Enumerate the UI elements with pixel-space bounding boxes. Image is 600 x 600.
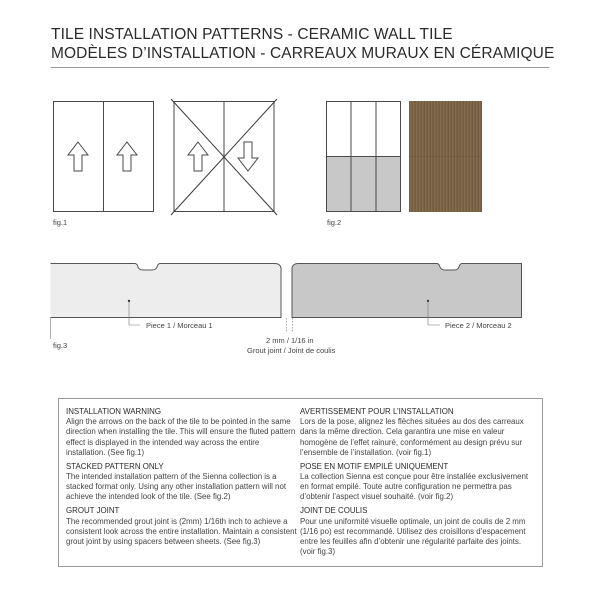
instructions-french [300, 407, 532, 561]
section-heading: GROUT JOINT [66, 506, 120, 516]
header-divider [51, 67, 549, 68]
fig1-label: fig.1 [53, 218, 68, 227]
fig2-stacked-pattern [326, 101, 486, 213]
section-body: Lors de la pose, alignez les flèches situées au dos des carreaux dans la même direction. Cela garantira une mise en valeur homogène de l’effet rainuré, conformément au design prévu sur l’ensemble de l’installation. (voir fig.1) [300, 417, 524, 457]
pose-empile-section [300, 462, 532, 503]
stacked-pattern-section [66, 462, 298, 503]
page-title-fr: MODÈLES D’INSTALLATION - CARREAUX MURAUX EN CÉRAMIQUE [51, 45, 555, 62]
section-heading: INSTALLATION WARNING [66, 407, 161, 416]
section-body: Pour une uniformité visuelle optimale, un joint de coulis de 2 mm (1/16 po) est recommandé. Utilisez des croisillons d’espacement entre les feuilles afin d’obtenir une régularité parfaite des joints. (voir fig.3) [300, 516, 526, 557]
section-body: La collection Sienna est conçue pour être installée exclusivement en format empilé. Toute autre configuration ne permettra pas d’obtenir l’aspect visuel souhaité. (voir fig.2) [300, 472, 529, 502]
fig1-correct-orientation [53, 100, 155, 214]
section-heading: POSE EN MOTIF EMPILÉ UNIQUEMENT [300, 461, 449, 471]
section-body: The intended installation pattern of the Sienna collection is a stacked format only. Using any other installation pattern will not achieve the intended look of the tile. (See fig.2) [66, 472, 287, 502]
grout-joint-label: Grout joint / Joint de coulis [247, 346, 336, 355]
fig1-incorrect-orientation [170, 98, 278, 216]
fig3-grout-joint [50, 255, 530, 345]
piece2-label: Piece 2 / Morceau 2 [445, 321, 512, 330]
section-heading: JOINT DE COULIS [300, 506, 368, 516]
section-body: Align the arrows on the back of the tile to be pointed in the same direction when installing the tile. This will ensure the fluted pattern effect is displayed in the intended way across the entire installation. (See fig.1) [66, 417, 296, 457]
grout-size-label: 2 mm / 1/16 in [266, 336, 314, 345]
instructions-english [66, 407, 298, 551]
piece1-label: Piece 1 / Morceau 1 [146, 321, 213, 330]
instructions-box [58, 398, 543, 567]
installation-warning-section [66, 407, 298, 458]
fig3-label: fig.3 [53, 341, 68, 350]
avertissement-section [300, 407, 532, 458]
section-heading: AVERTISSEMENT POUR L’INSTALLATION [300, 407, 454, 416]
page-title: TILE INSTALLATION PATTERNS - CERAMIC WALL TILE [51, 26, 453, 43]
fig2-label: fig.2 [327, 218, 342, 227]
grout-joint-section [66, 506, 298, 547]
section-body: The recommended grout joint is (2mm) 1/16th inch to achieve a consistent look across the entire installation. Maintain a consistent grout joint by using spacers between sheets. (See fig.3) [66, 516, 297, 547]
wood-texture [409, 101, 482, 212]
joint-coulis-section [300, 506, 532, 557]
section-heading: STACKED PATTERN ONLY [66, 461, 164, 471]
